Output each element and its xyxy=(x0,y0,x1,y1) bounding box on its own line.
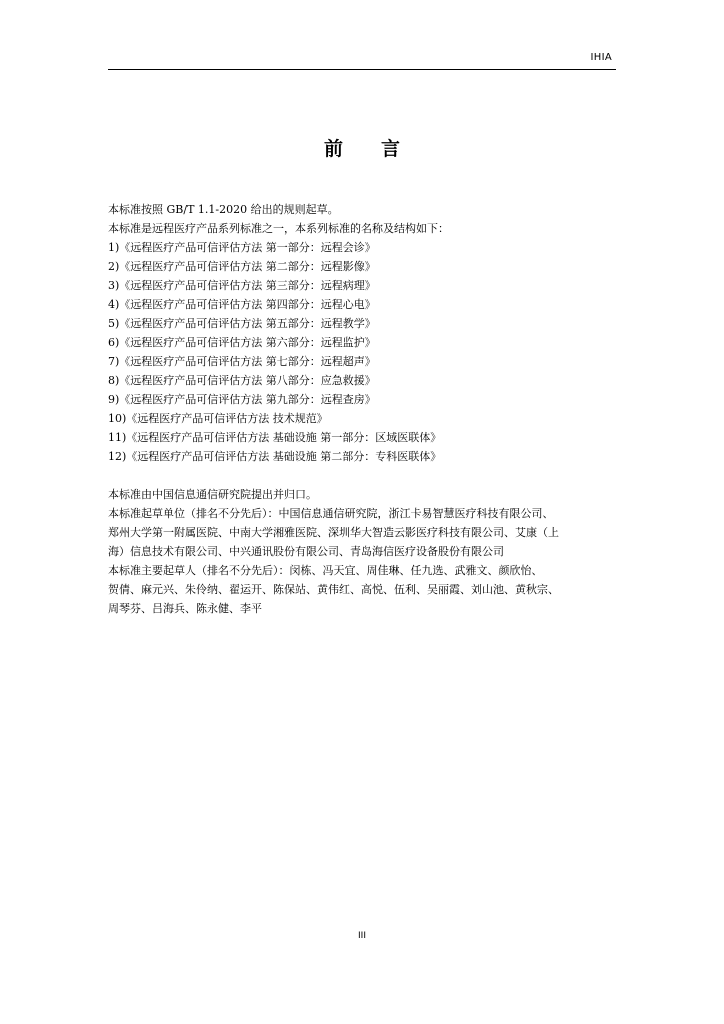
series-list-item: 7)《远程医疗产品可信评估方法 第七部分：远程超声》 xyxy=(108,355,376,368)
drafters-line: 本标准主要起草人（排名不分先后）：闵栋、冯天宜、周佳琳、任九选、武雅文、颜欣怡、 xyxy=(108,564,543,577)
drafting-units-line: 海）信息技术有限公司、中兴通讯股份有限公司、青岛海信医疗设备股份有限公司 xyxy=(108,545,504,558)
proposed-by-statement: 本标准由中国信息通信研究院提出并归口。 xyxy=(108,488,317,501)
paragraph-gap xyxy=(108,466,618,485)
series-list-item: 10)《远程医疗产品可信评估方法 技术规范》 xyxy=(108,412,328,425)
series-list-item: 11)《远程医疗产品可信评估方法 基础设施 第一部分：区域医联体》 xyxy=(108,431,442,444)
series-list-item: 5)《远程医疗产品可信评估方法 第五部分：远程教学》 xyxy=(108,317,376,330)
drafting-units-line: 本标准起草单位（排名不分先后）：中国信息通信研究院，浙江卡易智慧医疗科技有限公司、 xyxy=(108,507,554,520)
series-list-item: 2)《远程医疗产品可信评估方法 第二部分：远程影像》 xyxy=(108,260,376,273)
standard-code: IHIA xyxy=(590,52,612,63)
drafters-line: 贺倩、麻元兴、朱伶纳、翟运开、陈保站、黄伟红、高悦、伍利、吴丽霞、刘山池、黄秋宗、 xyxy=(108,583,559,596)
series-list-item: 4)《远程医疗产品可信评估方法 第四部分：远程心电》 xyxy=(108,298,376,311)
series-list-item: 8)《远程医疗产品可信评估方法 第八部分：应急救援》 xyxy=(108,374,376,387)
title-char-1: 前 xyxy=(323,138,343,160)
series-list-item: 3)《远程医疗产品可信评估方法 第三部分：远程病理》 xyxy=(108,279,376,292)
title-char-2: 言 xyxy=(381,138,401,160)
header-rule xyxy=(108,69,616,70)
drafting-units-line: 郑州大学第一附属医院、中南大学湘雅医院、深圳华大智造云影医疗科技有限公司、艾康（上 xyxy=(108,526,559,539)
series-list-item: 9)《远程医疗产品可信评估方法 第九部分：远程查房》 xyxy=(108,393,376,406)
intro-line: 本标准是远程医疗产品系列标准之一，本系列标准的名称及结构如下： xyxy=(108,222,449,235)
page-title xyxy=(0,134,724,161)
foreword-body xyxy=(108,200,618,618)
series-list-item: 6)《远程医疗产品可信评估方法 第六部分：远程监护》 xyxy=(108,336,376,349)
intro-line: 本标准按照 GB/T 1.1-2020 给出的规则起草。 xyxy=(108,203,339,216)
series-list-item: 12)《远程医疗产品可信评估方法 基础设施 第二部分：专科医联体》 xyxy=(108,450,442,463)
series-list-item: 1)《远程医疗产品可信评估方法 第一部分：远程会诊》 xyxy=(108,241,376,254)
drafters-line: 周琴芬、吕海兵、陈永健、李平 xyxy=(108,602,262,615)
page-number: III xyxy=(358,931,366,941)
